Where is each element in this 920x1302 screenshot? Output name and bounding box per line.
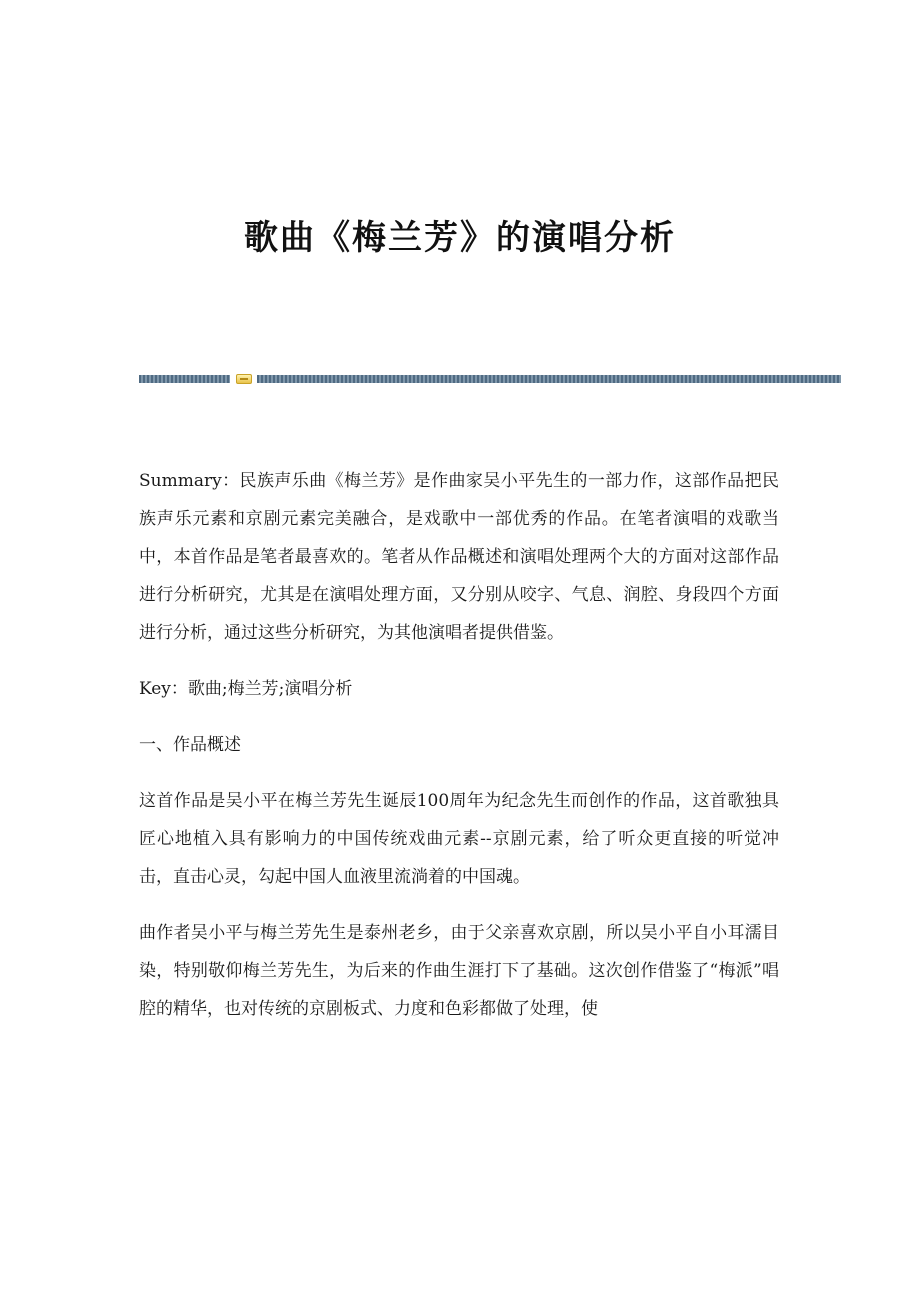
body-paragraph: 曲作者吴小平与梅兰芳先生是泰州老乡，由于父亲喜欢京剧，所以吴小平自小耳濡目染，特别敬仰梅兰芳先生，为后来的作曲生涯打下了基础。这次创作借鉴了“梅派”唱腔的精华，也对传统的京剧板式、力度和色彩都做了处理，使 <box>139 923 779 1019</box>
divider-ornament-icon <box>236 374 252 384</box>
divider-left-bar <box>139 375 230 383</box>
document-title: 歌曲《梅兰芳》的演唱分析 <box>244 218 676 258</box>
document-body <box>139 462 779 1046</box>
keywords-line: Key：歌曲;梅兰芳;演唱分析 <box>139 679 353 699</box>
summary-paragraph: Summary：民族声乐曲《梅兰芳》是作曲家吴小平先生的一部力作，这部作品把民族声乐元素和京剧元素完美融合，是戏歌中一部优秀的作品。在笔者演唱的戏歌当中，本首作品是笔者最喜欢的。笔者从作品概述和演唱处理两个大的方面对这部作品进行分析研究，尤其是在演唱处理方面，又分别从咬字、气息、润腔、身段四个方面进行分析，通过这些分析研究，为其他演唱者提供借鉴。 <box>139 471 779 643</box>
section-heading: 一、作品概述 <box>139 735 241 755</box>
title-divider <box>139 374 841 384</box>
divider-right-bar <box>257 375 841 383</box>
body-paragraph: 这首作品是吴小平在梅兰芳先生诞辰100周年为纪念先生而创作的作品，这首歌独具匠心地植入具有影响力的中国传统戏曲元素--京剧元素，给了听众更直接的听觉冲击，直击心灵，勾起中国人血液里流淌着的中国魂。 <box>139 791 779 887</box>
